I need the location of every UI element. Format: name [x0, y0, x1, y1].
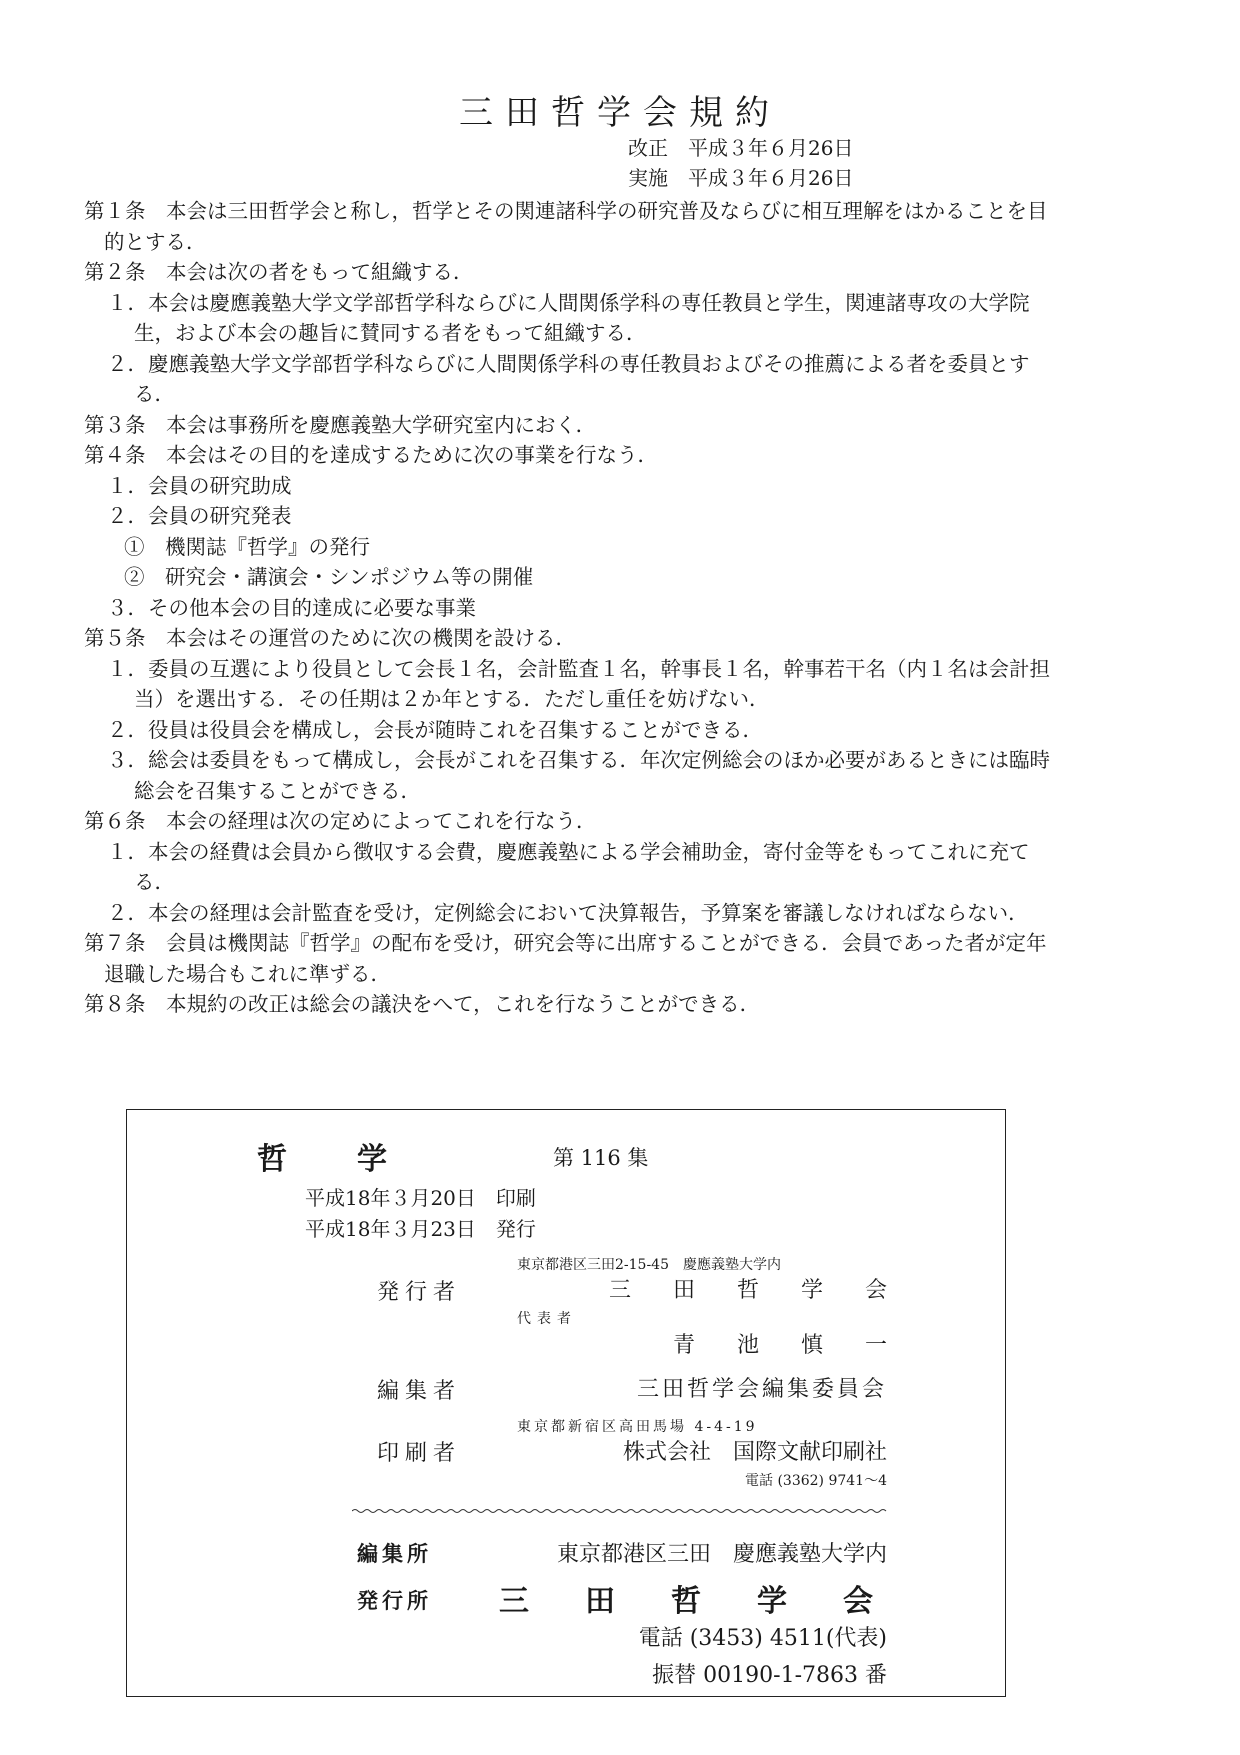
revision-dates [628, 133, 853, 193]
issuer-name: 三田哲学会 [499, 1584, 929, 1619]
print-date: 平成18年３月20日 印刷 [305, 1186, 536, 1210]
article: 第４条 本会はその目的を達成するために次の事業を行なう． [84, 443, 658, 467]
publisher-name: 三田哲学会 [608, 1278, 929, 1303]
article-item: ２．役員は役員会を構成し，会長が随時これを召集することができる． [107, 717, 763, 742]
article: 第８条 本規約の改正は総会の議決をへて，これを行なうことができる． [84, 992, 761, 1016]
transfer-account: 振替 00190-1-7863 番 [652, 1663, 887, 1688]
document-title: 三田哲学会規約 [459, 93, 781, 133]
publisher-address: 東京都港区三田2-15-45 慶應義塾大学内 [517, 1257, 781, 1273]
article-item: ２．会員の研究発表 [107, 504, 292, 528]
printer-label: 印刷者 [377, 1441, 462, 1466]
representative-label: 代表者 [517, 1311, 577, 1327]
article-subitem: ① 機関誌『哲学』の発行 [124, 534, 370, 559]
article: 第７条 会員は機関誌『哲学』の配布を受け，研究会等に出席することができる．会員であった者が定年退職した場合もこれに準ずる． [84, 931, 1047, 986]
office-address: 東京都港区三田 慶應義塾大学内 [556, 1542, 887, 1567]
office-label: 編集所 [357, 1541, 432, 1566]
article: 第１条 本会は三田哲学会と称し，哲学とその関連諸科学の研究普及ならびに相互理解をはかることを目的とする． [84, 199, 1048, 254]
article-item: ３．総会は委員をもって構成し，会長がこれを召集する．年次定例総会のほか必要があるときには臨時総会を召集することができる． [107, 748, 1050, 803]
article: 第２条 本会は次の者をもって組織する． [84, 260, 474, 284]
article-subitem: ② 研究会・講演会・シンポジウム等の開催 [124, 565, 534, 589]
printer-address: 東京都新宿区高田馬場 4-4-19 [517, 1419, 758, 1435]
printer-name: 株式会社 国際文献印刷社 [622, 1440, 887, 1465]
article: 第５条 本会はその運営のために次の機関を設ける． [84, 626, 576, 650]
article-item: １．委員の互選により役員として会長１名，会計監査１名，幹事長１名，幹事若干名（内１名は会計担当）を選出する．その任期は２か年とする．ただし重任を妨げない． [107, 656, 1050, 711]
editor-label: 編集者 [377, 1379, 462, 1404]
issuer-label: 発行所 [357, 1588, 432, 1613]
article-item: ２．慶應義塾大学文学部哲学科ならびに人間関係学科の専任教員およびその推薦による者を委員とする． [107, 351, 1030, 406]
publish-date: 平成18年３月23日 発行 [305, 1217, 536, 1241]
article-item: ３．その他本会の目的達成に必要な事業 [107, 595, 476, 620]
revised-date: 改正 平成３年６月26日 [628, 136, 854, 160]
effective-date: 実施 平成３年６月26日 [628, 166, 854, 190]
journal-title: 哲学 [257, 1142, 457, 1177]
volume-number: 第 116 集 [553, 1146, 649, 1170]
representative-name: 青池慎一 [672, 1333, 929, 1358]
editor-name: 三田哲学会編集委員会 [636, 1377, 887, 1402]
wavy-divider [352, 1508, 887, 1514]
printer-phone: 電話 (3362) 9741～4 [745, 1473, 887, 1489]
issuer-phone: 電話 (3453) 4511(代表) [638, 1626, 887, 1651]
article-item: １．会員の研究助成 [107, 473, 292, 498]
rules-body [84, 196, 1059, 1020]
publisher-label: 発行者 [377, 1280, 462, 1305]
article: 第６条 本会の経理は次の定めによってこれを行なう． [84, 809, 597, 833]
article-item: ２．本会の経理は会計監査を受け，定例総会において決算報告，予算案を審議しなければならない． [107, 900, 1029, 925]
colophon-box [126, 1109, 1006, 1697]
article-item: １．本会は慶應義塾大学文学部哲学科ならびに人間関係学科の専任教員と学生，関連諸専攻の大学院生，および本会の趣旨に賛同する者をもって組織する． [107, 290, 1030, 345]
article: 第３条 本会は事務所を慶應義塾大学研究室内におく． [84, 412, 597, 437]
article-item: １．本会の経費は会員から徴収する会費，慶應義塾による学会補助金，寄付金等をもってこれに充てる． [107, 839, 1030, 894]
